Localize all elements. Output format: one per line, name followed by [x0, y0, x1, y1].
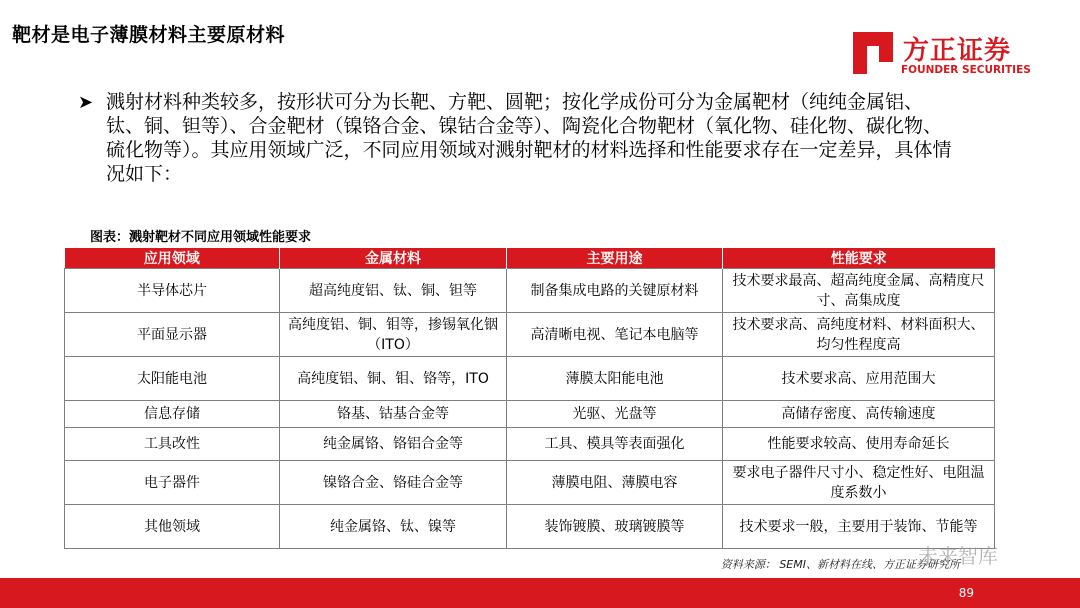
cell-performance: 技术要求一般，主要用于装饰、节能等: [723, 505, 995, 549]
table-row: [65, 357, 995, 401]
logo-name-en: FOUNDER SECURITIES: [901, 64, 1031, 76]
cell-material: 纯金属铬、铬铝合金等: [280, 428, 507, 461]
cell-material: 高纯度铝、铜、钼、铬等，ITO: [280, 357, 507, 401]
header-main-use: 主要用途: [507, 248, 723, 269]
cell-field: 其他领域: [65, 505, 280, 549]
cell-field: 电子器件: [65, 461, 280, 505]
arrow-bullet-icon: ➤: [78, 92, 94, 113]
cell-use: 高清晰电视、笔记本电脑等: [507, 313, 723, 357]
cell-use: 装饰镀膜、玻璃镀膜等: [507, 505, 723, 549]
cell-performance: 技术要求最高、超高纯度金属、高精度尺寸、高集成度: [723, 269, 995, 313]
cell-field: 工具改性: [65, 428, 280, 461]
table-caption: 图表：溅射靶材不同应用领域性能要求: [90, 230, 312, 245]
slide-title: 靶材是电子薄膜材料主要原材料: [12, 24, 286, 46]
cell-use: 薄膜太阳能电池: [507, 357, 723, 401]
founder-securities-logo: [853, 30, 1031, 80]
cell-material: 镍铬合金、铬硅合金等: [280, 461, 507, 505]
header-application-field: 应用领域: [65, 248, 280, 269]
intro-text: 溅射材料种类较多，按形状可分为长靶、方靶、圆靶；按化学成份可分为金属靶材（纯纯金属铝、钛、铜、钽等）、合金靶材（镍铬合金、镍钴合金等）、陶瓷化合物靶材（氧化物、硅化物、碳化物、硫化物等）。其应用领域广泛，不同应用领域对溅射靶材的材料选择和性能要求存在一定差异，具体情况如下：: [106, 91, 952, 185]
table-header-row: [65, 248, 995, 269]
header-metal-material: 金属材料: [280, 248, 507, 269]
table-row: [65, 461, 995, 505]
table-row: [65, 269, 995, 313]
source-note: 资料来源： SEMI、新材料在线、方正证券研究所: [720, 558, 960, 571]
table-row: [65, 428, 995, 461]
table-row: [65, 313, 995, 357]
cell-field: 信息存储: [65, 401, 280, 428]
cell-use: 光驱、光盘等: [507, 401, 723, 428]
cell-field: 半导体芯片: [65, 269, 280, 313]
cell-performance: 技术要求高、应用范围大: [723, 357, 995, 401]
applications-table: [64, 248, 995, 549]
cell-performance: 高储存密度、高传输速度: [723, 401, 995, 428]
cell-performance: 技术要求高、高纯度材料、材料面积大、均匀性程度高: [723, 313, 995, 357]
footer-bar: [0, 578, 1080, 608]
header-performance: 性能要求: [723, 248, 995, 269]
cell-performance: 要求电子器件尺寸小、稳定性好、电阻温度系数小: [723, 461, 995, 505]
table-row: [65, 505, 995, 549]
founder-logo-icon: [853, 32, 893, 74]
cell-material: 纯金属铬、钛、镍等: [280, 505, 507, 549]
cell-performance: 性能要求较高、使用寿命延长: [723, 428, 995, 461]
cell-material: 高纯度铝、铜、钼等，掺锡氧化铟（ITO）: [280, 313, 507, 357]
intro-paragraph: [78, 90, 958, 186]
page-number: 89: [958, 586, 974, 600]
table-row: [65, 401, 995, 428]
cell-use: 工具、模具等表面强化: [507, 428, 723, 461]
cell-use: 制备集成电路的关键原材料: [507, 269, 723, 313]
cell-field: 太阳能电池: [65, 357, 280, 401]
logo-name-cn: 方正证券: [903, 36, 1012, 66]
cell-field: 平面显示器: [65, 313, 280, 357]
cell-use: 薄膜电阻、薄膜电容: [507, 461, 723, 505]
cell-material: 铬基、钴基合金等: [280, 401, 507, 428]
watermark-text: 未来智库: [918, 544, 998, 568]
cell-material: 超高纯度铝、钛、铜、钽等: [280, 269, 507, 313]
